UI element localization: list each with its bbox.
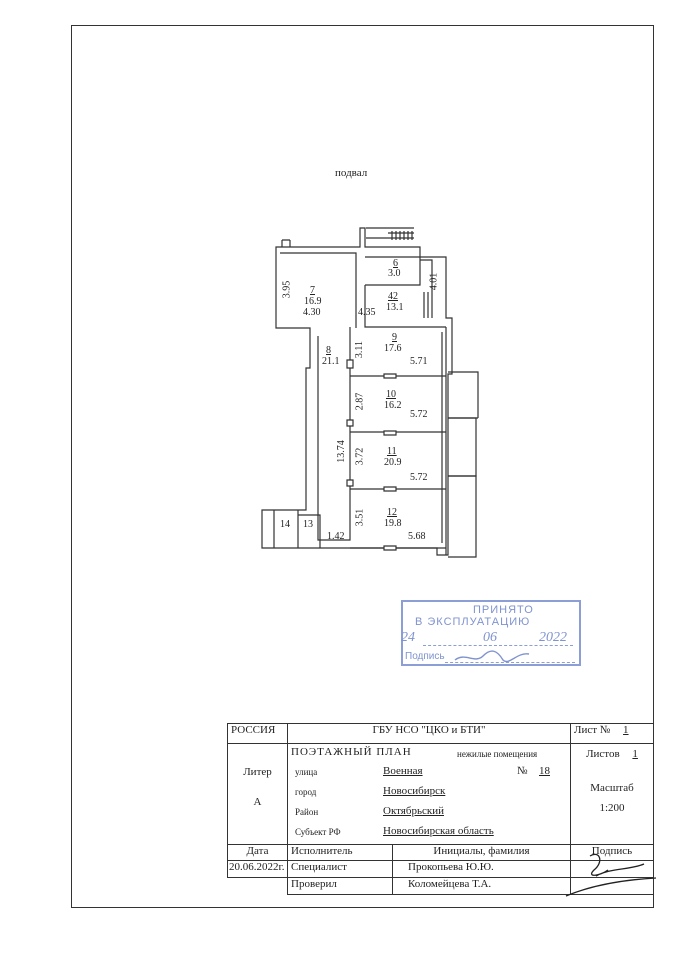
- room-8-area: 21.1: [322, 356, 340, 367]
- dimension: 4.30: [303, 307, 321, 318]
- names-label: Инициалы, фамилия: [393, 845, 571, 861]
- room-14-number: 14: [280, 519, 290, 530]
- dimension: 3.72: [354, 447, 366, 466]
- plan-name: ПОЭТАЖНЫЙ ПЛАН: [291, 746, 412, 758]
- sheet-number: 1: [623, 724, 629, 736]
- district-value: Октябрьский: [383, 805, 444, 817]
- stamp-signature: [453, 646, 533, 668]
- date-value: 20.06.2022г.: [228, 861, 288, 878]
- room-8-number: 8: [326, 345, 331, 356]
- stamp-line1: ПРИНЯТО: [473, 604, 534, 616]
- city-label: город: [295, 787, 317, 797]
- plan-type: нежилые помещения: [457, 749, 538, 759]
- district-label: Район: [295, 807, 319, 817]
- room-13-number: 13: [303, 519, 313, 530]
- room-42-area: 13.1: [386, 302, 404, 313]
- street-label: улица: [295, 767, 318, 777]
- sheets-count: 1: [632, 748, 638, 760]
- room-11-number: 11: [387, 446, 397, 457]
- room-7-number: 7: [310, 285, 315, 296]
- stamp-sign-label: Подпись: [405, 651, 445, 662]
- stamp-line2: В ЭКСПЛУАТАЦИЮ: [415, 616, 531, 628]
- room-9-number: 9: [392, 332, 397, 343]
- handwritten-signature: [560, 848, 660, 906]
- stamp-day: 24: [401, 630, 415, 645]
- room-9-area: 17.6: [384, 343, 402, 354]
- room-12-area: 19.8: [384, 518, 402, 529]
- executor-label: Исполнитель: [288, 845, 393, 861]
- role-specialist: Специалист: [288, 861, 393, 878]
- dimension: 2.87: [354, 392, 366, 411]
- plan-title: подвал: [335, 167, 368, 179]
- stamp-month: 06: [483, 630, 497, 645]
- dimension: 1.42: [327, 531, 345, 542]
- dimension: 13.74: [335, 440, 347, 463]
- scale-value: 1:200: [599, 802, 625, 814]
- dimension: 5.72: [410, 409, 428, 420]
- dimension: 4.01: [428, 272, 440, 291]
- house-number: 18: [539, 765, 550, 777]
- dimension: 4.35: [358, 307, 376, 318]
- stamp-year: 2022: [539, 630, 567, 645]
- room-12-number: 12: [387, 507, 397, 518]
- subject-label: Субъект РФ: [295, 827, 341, 837]
- name-specialist: Прокопьева Ю.Ю.: [393, 861, 571, 878]
- dimension: 5.72: [410, 472, 428, 483]
- sheet-label: Лист №: [574, 724, 611, 736]
- signature-label: Подпись: [571, 845, 654, 861]
- room-7-area: 16.9: [304, 296, 322, 307]
- role-checker: Проверил: [288, 878, 393, 895]
- organization: ГБУ НСО "ЦКО и БТИ": [288, 724, 571, 744]
- liter-value: А: [253, 796, 262, 808]
- room-11-area: 20.9: [384, 457, 402, 468]
- street-value: Военная: [383, 765, 423, 777]
- subject-value: Новосибирская область: [383, 825, 494, 837]
- city-value: Новосибирск: [383, 785, 446, 797]
- dimension: 5.68: [408, 531, 426, 542]
- acceptance-stamp: [401, 600, 581, 666]
- room-10-number: 10: [386, 389, 396, 400]
- scale-label: Масштаб: [590, 782, 634, 794]
- date-label: Дата: [228, 845, 288, 861]
- name-checker: Коломейцева Т.А.: [393, 878, 571, 895]
- country: РОССИЯ: [228, 724, 288, 744]
- dimension: 5.71: [410, 356, 428, 367]
- room-42-number: 42: [388, 291, 398, 302]
- room-6-number: 6: [393, 258, 398, 269]
- liter-label: Литер: [243, 766, 272, 778]
- room-10-area: 16.2: [384, 400, 402, 411]
- dimension: 3.51: [354, 508, 366, 527]
- dimension: 3.11: [354, 340, 366, 359]
- sheets-label: Листов: [586, 748, 620, 760]
- house-label: №: [517, 765, 528, 777]
- dimension: 3.95: [281, 280, 293, 299]
- room-6-area: 3.0: [388, 268, 401, 279]
